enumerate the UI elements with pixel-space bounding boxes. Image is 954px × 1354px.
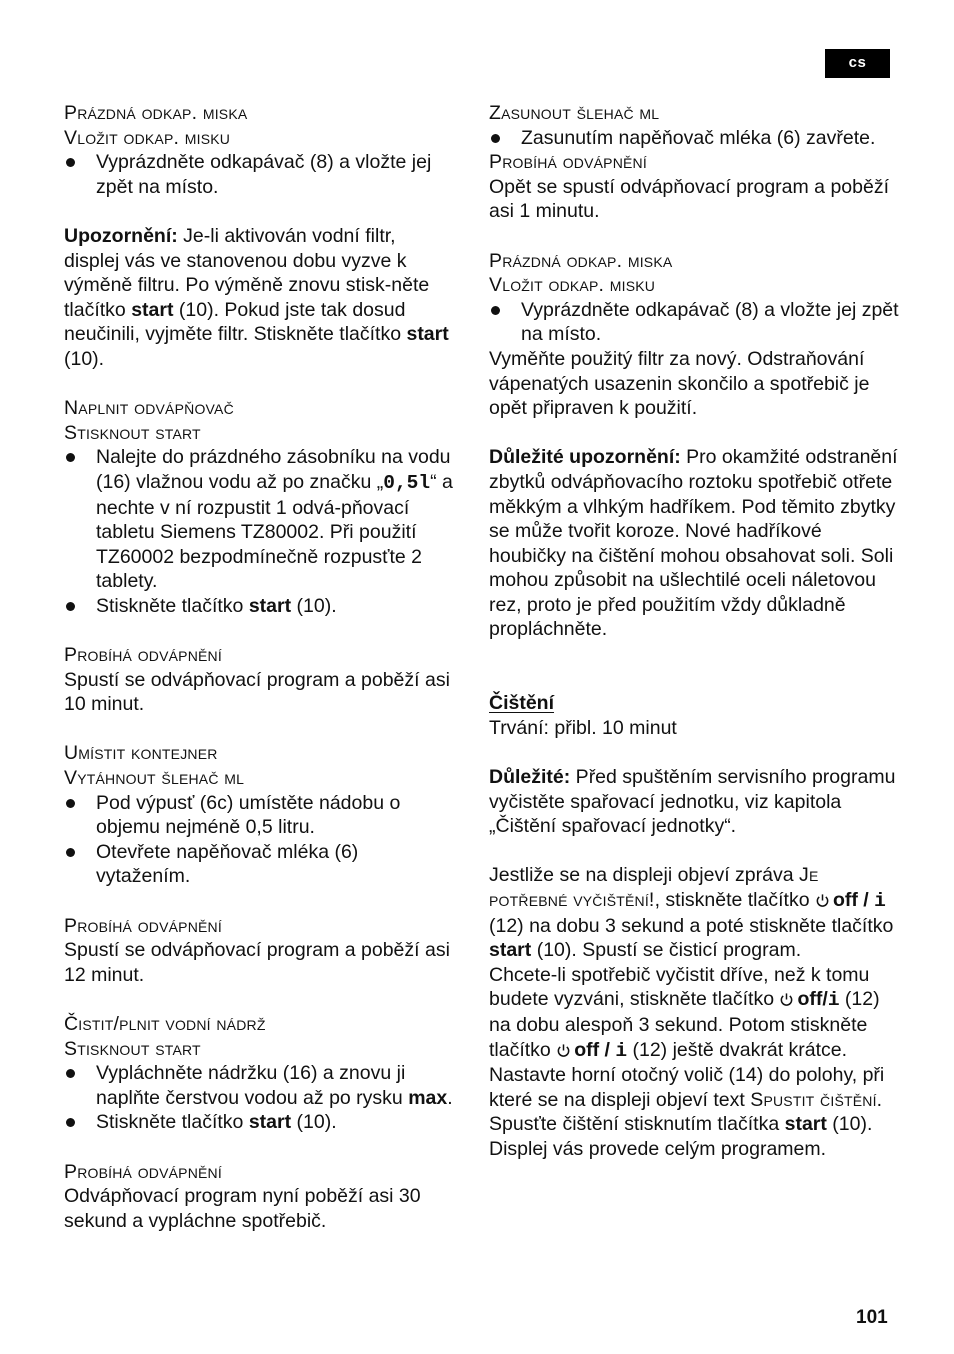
section-heading (489, 691, 899, 716)
paragraph: Odvápňovací program nyní poběží asi 30 sekund a vypláchne spotřebič. (64, 1185, 421, 1232)
cleaning-heading: Čištění (489, 692, 555, 715)
info-key: i (827, 989, 840, 1012)
info-key: i (874, 890, 886, 912)
bullet-list (489, 126, 899, 151)
paragraph: Displej vás provede celým programem. (489, 1137, 827, 1160)
display-text: Naplnit odvápňovač (64, 397, 234, 420)
list-item: Stiskněte tlačítko start (10). (64, 1110, 456, 1135)
display-text: Vložit odkap. misku (64, 126, 231, 149)
page-number: 101 (856, 1307, 888, 1328)
display-text: Probíhá odvápnění (64, 1160, 222, 1183)
start-key: start (248, 594, 292, 617)
paragraph: Vyměňte použitý filtr za nový. Odstraňování vápenatých usazenin skončilo a spotřebič je opět připraven k použití. (489, 347, 870, 420)
start-key: start (489, 939, 532, 962)
display-text: Zasunout šlehač ml (489, 102, 660, 124)
display-text: Vytáhnout šlehač ml (64, 767, 245, 790)
display-text: Prázdná odkap. miska (489, 249, 673, 272)
power-icon (779, 992, 794, 1007)
power-icon (556, 1043, 571, 1058)
important-note: Důležité: Před spuštěním servisního programu vyčistěte spařovací jednotku, viz kapitola „Čištění spařovací jednotky“. (489, 766, 896, 838)
bullet-list (64, 791, 456, 889)
language-badge: cs (825, 49, 890, 78)
display-text: Prázdná odkap. miska (64, 102, 248, 124)
display-text: Čistit/plnit vodní nádrž (64, 1012, 266, 1035)
paragraph: Chcete-li spotřebič vyčistit dříve, než k tomu budete vyzváni, stiskněte tlačítko off/i (12) na dobu alespoň 3 sekund. Potom stiskněte tlačítko off / i (12) ještě dvakrát krátce. Nastavte horní otočný volič (14) do polohy, při které se na displeji objeví text Spustit čištění. Spusťte čištění stisknutím tlačítka start (10). (489, 963, 885, 1136)
important-label: Důležité upozornění: (489, 446, 681, 469)
right-column (489, 101, 899, 1162)
info-key: i (615, 1039, 628, 1062)
display-text: Stisknout start (64, 1037, 201, 1060)
display-text: Spustit čištění (750, 1088, 877, 1111)
list-item: Vypláchněte nádržku (16) a znovu ji naplňte čerstvou vodou až po rysku max. (64, 1061, 456, 1110)
off-key: off/ (797, 988, 828, 1011)
start-key: start (406, 323, 449, 346)
fill-mark: 0,5l (383, 471, 431, 494)
left-column (64, 101, 456, 1233)
bullet-list (64, 150, 456, 199)
display-text: Stisknout start (64, 421, 201, 444)
display-text: Vložit odkap. misku (489, 274, 656, 297)
list-item: Zasunutím napěňovač mléka (6) zavřete. (489, 126, 899, 151)
bullet-list (64, 445, 456, 618)
power-icon (815, 893, 830, 908)
note-label: Upozornění: (64, 224, 178, 247)
off-key: off / (574, 1038, 616, 1061)
list-item: Otevřete napěňovač mléka (6) vytažením. (64, 840, 456, 889)
display-text: Je potřebné vyčištění! (489, 864, 819, 911)
off-key: off / (832, 889, 875, 911)
paragraph: Opět se spustí odvápňovací program a poběží asi 1 minutu. (489, 175, 889, 223)
note-paragraph: Upozornění: Je-li aktivován vodní filtr, displej vás ve stanovenou dobu vyzve k výměně filtru. Po výměně znovu stisk-něte tlačítko start (10). Pokud jste tak dosud neučinili, vyjměte filtr. Stiskněte tlačítko start (10). (64, 224, 449, 370)
display-text: Probíhá odvápnění (64, 914, 222, 937)
bullet-list (489, 298, 899, 347)
duration-text: Trvání: přibl. 10 minut (489, 716, 677, 739)
important-note: Důležité upozornění: Pro okamžité odstranění zbytků odvápňovacího roztoku spotřebič otřete měkkým a vlhkým hadříkem. Pod těmito zbytky se může tvořit koroze. Nové hadříkové houbičky na čištění mohou obsahovat soli. Soli mohou způsobit na ušlechtilé oceli náletovou rez, proto je před použitím vždy důkladně propláchněte. (489, 446, 898, 641)
list-item: Pod výpusť (6c) umístěte nádobu o objemu nejméně 0,5 litru. (64, 791, 456, 840)
bullet-list (64, 1061, 456, 1135)
list-item: Vyprázdněte odkapávač (8) a vložte jej zpět na místo. (64, 150, 456, 199)
list-item: Stiskněte tlačítko start (10). (64, 594, 456, 619)
start-key: start (131, 298, 174, 321)
start-key: start (248, 1111, 292, 1134)
important-label: Důležité: (489, 766, 571, 789)
list-item: Vyprázdněte odkapávač (8) a vložte jej zpět na místo. (489, 298, 899, 347)
paragraph: Spustí se odvápňovací program a poběží asi 10 minut. (64, 668, 450, 716)
display-text: Umístit kontejner (64, 742, 218, 765)
display-text: Probíhá odvápnění (64, 644, 222, 667)
display-text: Probíhá odvápnění (489, 151, 647, 174)
paragraph: Jestliže se na displeji objeví zpráva Je potřebné vyčištění!, stiskněte tlačítko off / i (12) na dobu 3 sekund a poté stiskněte tlačítko start (10). Spustí se čisticí program. (489, 864, 894, 962)
max-mark: max (408, 1086, 448, 1109)
paragraph: Spustí se odvápňovací program a poběží asi 12 minut. (64, 939, 450, 986)
list-item: Nalejte do prázdného zásobníku na vodu (16) vlažnou vodu až po značku „0,5l“ a nechte v ní rozpustit 1 odvá-pňovací tabletu Siemens TZ80002. Při použití TZ60002 bezpodmínečně rozpusťte 2 tablety. (64, 445, 456, 594)
start-key: start (784, 1113, 827, 1136)
